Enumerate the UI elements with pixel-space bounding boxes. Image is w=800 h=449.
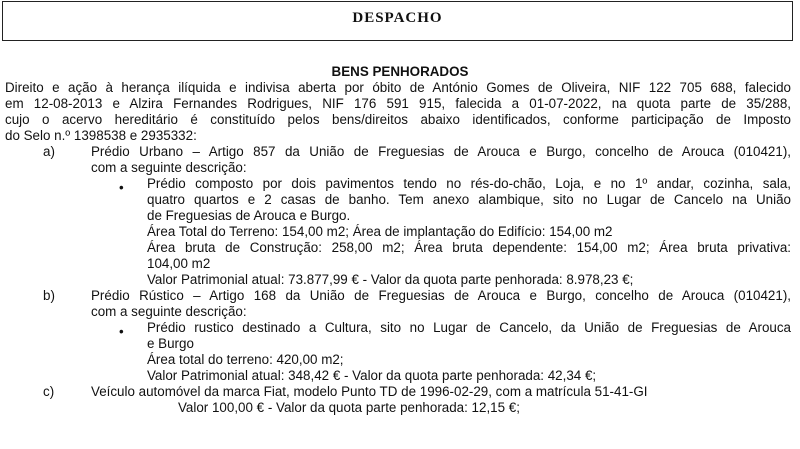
item-b-line-1: Prédio Rústico – Artigo 168 da União de Freguesias de Arouca e Burgo, concelho de Arouca (010421), <box>91 288 791 303</box>
item-a-bullet-line-3: de Freguesias de Arouca e Burgo. <box>147 208 351 223</box>
item-b-bullet-line-2: e Burgo <box>147 336 194 351</box>
item-c-marker: c) <box>43 384 55 399</box>
item-a-line-1: Prédio Urbano – Artigo 857 da União de Freguesias de Arouca e Burgo, concelho de Arouca (010421), <box>91 144 791 159</box>
item-b-bullet-line-1: Prédio rustico destinado a Cultura, sito no Lugar de Cancelo, da União de Freguesias de Arouca <box>147 320 791 335</box>
item-a-bullet-icon: • <box>119 180 124 195</box>
item-c-valor: Valor 100,00 € - Valor da quota parte penhorada: 12,15 €; <box>178 400 520 415</box>
intro-line-1: Direito e ação à herança ilíquida e indivisa aberta por óbito de António Gomes de Oliveira, NIF 122 705 688, falecido <box>5 80 791 95</box>
item-a-bullet-line-1: Prédio composto por dois pavimentos tendo no rés-do-chão, Loja, e no 1º andar, cozinha, sala, <box>147 176 791 191</box>
item-a-area-bruta: Área bruta de Construção: 258,00 m2; Área bruta dependente: 154,00 m2; Área bruta privativa: <box>147 240 791 255</box>
item-a-marker: a) <box>43 144 55 159</box>
item-b-marker: b) <box>43 288 55 303</box>
section-title: BENS PENHORADOS <box>331 64 469 79</box>
item-b-bullet-icon: • <box>119 324 124 339</box>
intro-line-4: do Selo n.º 1398538 e 2935332: <box>5 128 197 143</box>
item-c-line-1: Veículo automóvel da marca Fiat, modelo Punto TD de 1996-02-29, com a matrícula 51-41-GI <box>91 384 648 399</box>
item-a-valor: Valor Patrimonial atual: 73.877,99 € - Valor da quota parte penhorada: 8.978,23 €; <box>147 272 634 287</box>
item-b-valor: Valor Patrimonial atual: 348,42 € - Valor da quota parte penhorada: 42,34 €; <box>147 368 597 383</box>
intro-line-3: cujo o acervo hereditário é constituído pelos bens/direitos abaixo identificados, conforme participação de Imposto <box>5 112 791 127</box>
item-b-area-total: Área total do terreno: 420,00 m2; <box>147 352 344 367</box>
item-a-line-2: com a seguinte descrição: <box>91 160 247 175</box>
item-a-area-bruta-cont: 104,00 m2 <box>147 256 211 271</box>
intro-line-2: em 12-08-2013 e Alzira Fernandes Rodrigues, NIF 176 591 915, falecida a 01-07-2022, na quota parte de 35/288, <box>5 96 791 111</box>
document-title: DESPACHO <box>352 10 443 26</box>
item-a-bullet-line-2: quatro quartos e 2 casas de banho. Tem anexo alambique, sito no Lugar de Cancelo na União <box>147 192 791 207</box>
header-box <box>2 1 793 41</box>
item-a-area-total: Área Total do Terreno: 154,00 m2; Área de implantação do Edifício: 154,00 m2 <box>147 224 613 239</box>
item-b-line-2: com a seguinte descrição: <box>91 304 247 319</box>
